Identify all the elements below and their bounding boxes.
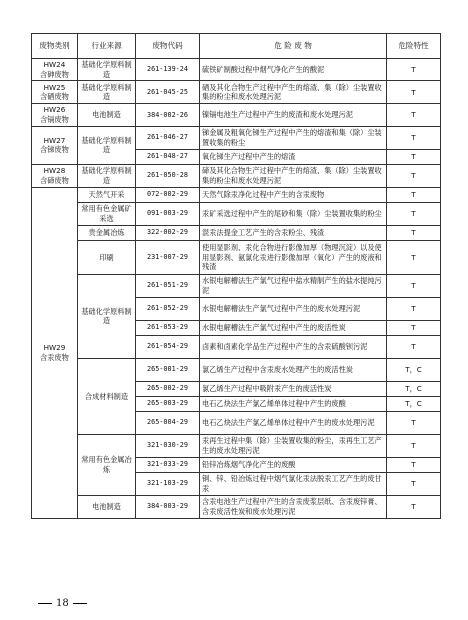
- table-row: [32, 164, 441, 187]
- waste-code: 261-051-29: [136, 274, 200, 297]
- waste-description: 硫铁矿制酸过程中烟气净化产生的酸泥: [200, 59, 387, 81]
- waste-code: 261-052-29: [136, 297, 200, 320]
- hazard-characteristic: T: [387, 434, 441, 457]
- waste-code: 261-054-29: [136, 335, 200, 358]
- hazard-characteristic: T: [387, 457, 441, 472]
- industry-source: 天然气开采: [78, 187, 136, 202]
- waste-description: 电石乙炔法生产氯乙烯单体过程中产生的废酸: [200, 396, 387, 411]
- waste-category: HW29 含汞废物: [32, 187, 78, 518]
- header-source: 行业来源: [78, 34, 136, 59]
- waste-category: HW27 含锑废物: [32, 126, 78, 164]
- waste-description: 镍镉电池生产过程中产生的废渣和废水处理污泥: [200, 104, 387, 126]
- industry-source: 电池制造: [78, 104, 136, 126]
- waste-description: 铜、锌、铅冶炼过程中烟气氯化汞法脱汞工艺产生的废甘汞: [200, 472, 387, 495]
- waste-description: 氯乙烯生产过程中吸附汞产生的废活性炭: [200, 381, 387, 396]
- footer-dash-left: [38, 603, 52, 604]
- waste-description: 天然气除汞净化过程中产生的含汞废物: [200, 187, 387, 202]
- waste-code: 321-033-29: [136, 457, 200, 472]
- waste-description: 水银电解槽法生产氯气过程中产生的废水处理污泥: [200, 297, 387, 320]
- page-number: 18: [56, 598, 69, 609]
- table-row: [32, 59, 441, 81]
- hazard-characteristic: T: [387, 126, 441, 149]
- header-hazard: 危险特性: [387, 34, 441, 59]
- industry-source: 基础化学原料制造: [78, 81, 136, 104]
- waste-code: 261-048-27: [136, 149, 200, 164]
- waste-description: 含汞电池生产过程中产生的含汞废浆层纸、含汞废锌膏、含汞废活性炭和废水处理污泥: [200, 495, 387, 518]
- waste-code: 261-046-27: [136, 126, 200, 149]
- waste-description: 汞矿采选过程中产生的尾砂和集（除）尘装置收集的粉尘: [200, 202, 387, 225]
- waste-code: 265-002-29: [136, 381, 200, 396]
- hazard-characteristic: T: [387, 187, 441, 202]
- hazard-characteristic: T，C: [387, 396, 441, 411]
- waste-description: 氯乙烯生产过程中含汞废水处理产生的废活性炭: [200, 358, 387, 381]
- hazard-characteristic: T: [387, 240, 441, 274]
- hazard-characteristic: T: [387, 335, 441, 358]
- waste-category: HW26 含镉废物: [32, 104, 78, 126]
- hazard-characteristic: T: [387, 164, 441, 187]
- waste-description: 使用显影剂、汞化合物进行影像加厚（物理沉淀）以及使用显影剂、氨氯化汞进行影像加厚（氧化）产生的废液和残渣: [200, 240, 387, 274]
- industry-source: 贵金属冶炼: [78, 225, 136, 240]
- hazard-characteristic: T: [387, 411, 441, 434]
- waste-description: 电石乙炔法生产氯乙烯单体过程中产生的废水处理污泥: [200, 411, 387, 434]
- waste-description: 硒及其化合物生产过程中产生的熔渣、集（除）尘装置收集的粉尘和废水处理污泥: [200, 81, 387, 104]
- hazard-characteristic: T: [387, 320, 441, 335]
- waste-code: 322-002-29: [136, 225, 200, 240]
- industry-source: 基础化学原料制造: [78, 164, 136, 187]
- table-row: [32, 225, 441, 240]
- industry-source: 合成材料制造: [78, 358, 136, 434]
- header-waste: 危 险 废 物: [200, 34, 387, 59]
- page-footer: [34, 598, 91, 609]
- industry-source: 常用有色金属冶炼: [78, 434, 136, 495]
- table-row: [32, 358, 441, 381]
- waste-code: 384-003-29: [136, 495, 200, 518]
- waste-code: 384-002-26: [136, 104, 200, 126]
- waste-description: 汞再生过程中集（除）尘装置收集的粉尘，汞再生工艺产生的废水处理污泥: [200, 434, 387, 457]
- industry-source: 基础化学原料制造: [78, 59, 136, 81]
- waste-code: 265-003-29: [136, 396, 200, 411]
- hazard-characteristic: T，C: [387, 381, 441, 396]
- hazard-characteristic: T: [387, 274, 441, 297]
- waste-category: HW24 含砷废物: [32, 59, 78, 81]
- waste-code: 261-045-25: [136, 81, 200, 104]
- industry-source: 电池制造: [78, 495, 136, 518]
- waste-description: 锑金属及粗氧化锑生产过程中产生的熔渣和集（除）尘装置收集的粉尘: [200, 126, 387, 149]
- waste-code: 265-004-29: [136, 411, 200, 434]
- hazard-characteristic: T，C: [387, 358, 441, 381]
- table-row: [32, 434, 441, 457]
- hazard-characteristic: T: [387, 81, 441, 104]
- waste-description: 碲及其化合物生产过程中产生的熔渣、集（除）尘装置收集的粉尘和废水处理污泥: [200, 164, 387, 187]
- hazard-characteristic: T: [387, 104, 441, 126]
- hazard-characteristic: T: [387, 59, 441, 81]
- waste-description: 混汞法提金工艺产生的含汞粉尘、残渣: [200, 225, 387, 240]
- waste-code: 091-003-29: [136, 202, 200, 225]
- waste-code: 321-030-29: [136, 434, 200, 457]
- hazard-characteristic: T: [387, 225, 441, 240]
- footer-dash-right: [73, 603, 87, 604]
- hazard-characteristic: T: [387, 202, 441, 225]
- header-code: 废物代码: [136, 34, 200, 59]
- industry-source: 基础化学原料制造: [78, 274, 136, 358]
- waste-code: 265-001-29: [136, 358, 200, 381]
- table-row: [32, 126, 441, 149]
- table-row: [32, 81, 441, 104]
- table-row: [32, 240, 441, 274]
- waste-description: 水银电解槽法生产氯气过程中产生的废活性炭: [200, 320, 387, 335]
- industry-source: 常用有色金属矿采选: [78, 202, 136, 225]
- table-row: [32, 274, 441, 297]
- waste-table: [31, 33, 441, 519]
- waste-description: 氧化锑生产过程中产生的熔渣: [200, 149, 387, 164]
- industry-source: 印刷: [78, 240, 136, 274]
- waste-category: HW28 含碲废物: [32, 164, 78, 187]
- waste-code: 261-050-28: [136, 164, 200, 187]
- industry-source: 基础化学原料制造: [78, 126, 136, 164]
- hazard-characteristic: T: [387, 495, 441, 518]
- waste-category: HW25 含硒废物: [32, 81, 78, 104]
- waste-code: 072-002-29: [136, 187, 200, 202]
- waste-code: 261-053-29: [136, 320, 200, 335]
- table-header-row: [32, 34, 441, 59]
- table-row: [32, 495, 441, 518]
- table-row: [32, 104, 441, 126]
- table-row: [32, 187, 441, 202]
- header-category: 废物类别: [32, 34, 78, 59]
- waste-description: 水银电解槽法生产氯气过程中盐水精制产生的盐水提纯污泥: [200, 274, 387, 297]
- hazard-characteristic: T: [387, 472, 441, 495]
- waste-code: 231-007-29: [136, 240, 200, 274]
- waste-description: 卤素和卤素化学品生产过程中产生的含汞硫酸钡污泥: [200, 335, 387, 358]
- hazard-characteristic: T: [387, 297, 441, 320]
- table-row: [32, 202, 441, 225]
- waste-code: 321-103-29: [136, 472, 200, 495]
- waste-description: 铅锌冶炼烟气净化产生的废酸: [200, 457, 387, 472]
- waste-code: 261-139-24: [136, 59, 200, 81]
- hazard-characteristic: T: [387, 149, 441, 164]
